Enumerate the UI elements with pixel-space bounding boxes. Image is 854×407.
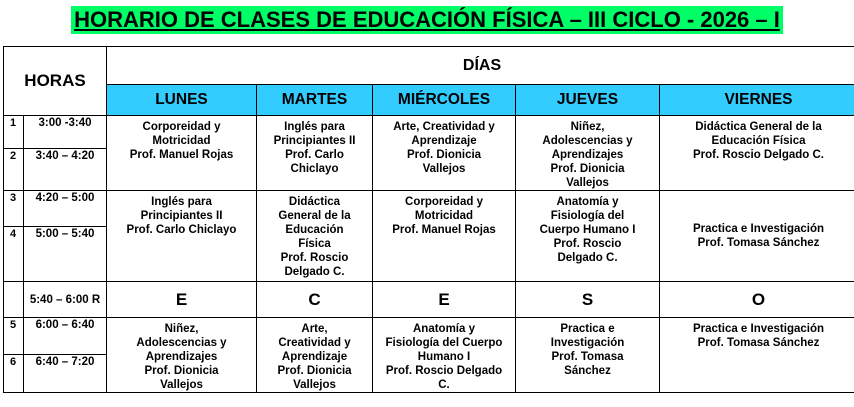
slot-number: 2 xyxy=(4,148,24,190)
class-line: Principiantes II xyxy=(273,135,356,147)
class-line: Vallejos xyxy=(293,379,336,391)
day-lunes: LUNES xyxy=(107,85,257,116)
class-line: Corporeidad y xyxy=(142,121,221,133)
class-cell xyxy=(257,191,373,282)
horas-header: HORAS xyxy=(4,47,107,116)
class-line: Inglés para xyxy=(284,121,345,133)
class-line: Motricidad xyxy=(152,135,211,147)
class-line: Didáctica xyxy=(288,196,341,208)
class-line: Prof. Carlo Chiclayo xyxy=(126,224,237,236)
recess-letter: S xyxy=(516,282,660,318)
class-cell xyxy=(516,318,660,393)
class-line: Vallejos xyxy=(566,177,609,189)
class-line: Prof. Dionicia xyxy=(550,163,625,175)
class-line: Prof. Tomasa Sánchez xyxy=(697,237,820,249)
recess-letter: E xyxy=(107,282,257,318)
class-line: Sánchez xyxy=(564,365,611,377)
class-line: Arte, xyxy=(301,323,328,335)
slot-time: 5:00 – 5:40 xyxy=(24,227,107,282)
class-cell xyxy=(516,116,660,191)
class-line: Aprendizajes xyxy=(145,351,218,363)
day-martes: MARTES xyxy=(257,85,373,116)
page-title xyxy=(0,2,854,38)
class-line: Practica e xyxy=(560,323,615,335)
class-line: Prof. Tomasa Sánchez xyxy=(697,337,820,349)
class-line: Practica e Investigación xyxy=(692,323,825,335)
class-line: Inglés para xyxy=(151,196,212,208)
class-cell xyxy=(516,191,660,282)
slot-time: 3:00 -3:40 xyxy=(24,116,107,149)
dias-header: DÍAS xyxy=(107,47,854,85)
class-line: Prof. Tomasa xyxy=(551,351,624,363)
class-line: Anatomía y xyxy=(556,196,619,208)
class-line: Delgado C. xyxy=(557,252,618,264)
table-row xyxy=(4,191,854,227)
class-line: Prof. Manuel Rojas xyxy=(392,224,496,236)
table-row xyxy=(4,116,854,149)
class-line: Aprendizaje xyxy=(411,135,477,147)
day-jueves: JUEVES xyxy=(516,85,660,116)
table-row xyxy=(4,318,854,355)
class-line: Corporeidad y xyxy=(405,196,483,208)
recess-letter: C xyxy=(257,282,373,318)
class-line: Practica e Investigación xyxy=(692,223,825,235)
slot-number xyxy=(4,282,24,318)
class-line: Prof. Dionicia xyxy=(406,149,482,161)
class-line: Humano I xyxy=(417,351,471,363)
class-line: Chiclayo xyxy=(290,163,339,175)
slot-time: 6:40 – 7:20 xyxy=(24,354,107,392)
slot-number: 4 xyxy=(4,227,24,282)
class-line: Fisiología del Cuerpo xyxy=(385,337,503,349)
class-line: Educación Física xyxy=(711,135,806,147)
class-line: Fisiología del xyxy=(550,210,625,222)
class-line: General de la xyxy=(278,210,351,222)
slot-time: 3:40 – 4:20 xyxy=(24,148,107,190)
slot-number: 5 xyxy=(4,318,24,355)
class-line: Aprendizaje xyxy=(281,351,348,363)
class-cell xyxy=(373,191,516,282)
class-cell xyxy=(660,191,854,282)
class-cell xyxy=(107,116,257,191)
class-cell xyxy=(107,191,257,282)
class-line: Niñez, xyxy=(570,121,605,133)
days-row xyxy=(4,85,854,116)
day-miercoles: MIÉRCOLES xyxy=(373,85,516,116)
slot-time: 4:20 – 5:00 xyxy=(24,191,107,227)
class-line: Prof. Carlo xyxy=(285,149,344,161)
class-line: Investigación xyxy=(550,337,625,349)
day-viernes: VIERNES xyxy=(660,85,854,116)
slot-number: 1 xyxy=(4,116,24,149)
class-line: Vallejos xyxy=(160,379,203,391)
class-cell xyxy=(373,318,516,393)
class-line: Prof. Manuel Rojas xyxy=(129,149,234,161)
class-line: Educación xyxy=(285,224,344,236)
header-row xyxy=(4,47,854,85)
class-cell xyxy=(660,116,854,191)
class-line: Cuerpo Humano I xyxy=(539,224,636,236)
slot-time: 5:40 – 6:00 R xyxy=(24,282,107,318)
class-line: Prof. Dionicia xyxy=(277,365,352,377)
class-line: Principiantes II xyxy=(140,210,223,222)
class-cell xyxy=(373,116,516,191)
class-cell xyxy=(660,318,854,393)
class-line: Arte, Creatividad y xyxy=(393,121,495,133)
schedule-table xyxy=(3,46,854,393)
recess-row xyxy=(4,282,854,318)
class-line: Adolescencias y xyxy=(136,337,227,349)
class-cell xyxy=(107,318,257,393)
class-line: Física xyxy=(298,238,331,250)
recess-letter: E xyxy=(373,282,516,318)
class-line: Niñez, xyxy=(164,323,199,335)
title-text: HORARIO DE CLASES DE EDUCACIÓN FÍSICA – III CICLO - 2026 – I xyxy=(71,6,783,34)
class-cell xyxy=(257,116,373,191)
class-line: Prof. Roscio Delgado C. xyxy=(693,149,824,161)
class-line: Prof. Roscio xyxy=(280,252,349,264)
class-line: Delgado C. xyxy=(284,266,345,278)
slot-number: 3 xyxy=(4,191,24,227)
class-line: Aprendizajes xyxy=(551,149,624,161)
slot-time: 6:00 – 6:40 xyxy=(24,318,107,355)
slot-number: 6 xyxy=(4,354,24,392)
class-line: Motricidad xyxy=(414,210,474,222)
class-line: Prof. Roscio xyxy=(553,238,622,250)
class-line: Didáctica General de la xyxy=(695,121,822,133)
recess-letter: O xyxy=(660,282,854,318)
class-line: Adolescencias y xyxy=(542,135,633,147)
class-line: Prof. Dionicia xyxy=(144,365,219,377)
class-cell xyxy=(257,318,373,393)
class-line: Anatomía y xyxy=(413,323,475,335)
class-line: Prof. Roscio Delgado xyxy=(385,365,503,377)
class-line: C. xyxy=(438,379,450,391)
class-line: Vallejos xyxy=(422,163,466,175)
class-line: Creatividad y xyxy=(278,337,351,349)
